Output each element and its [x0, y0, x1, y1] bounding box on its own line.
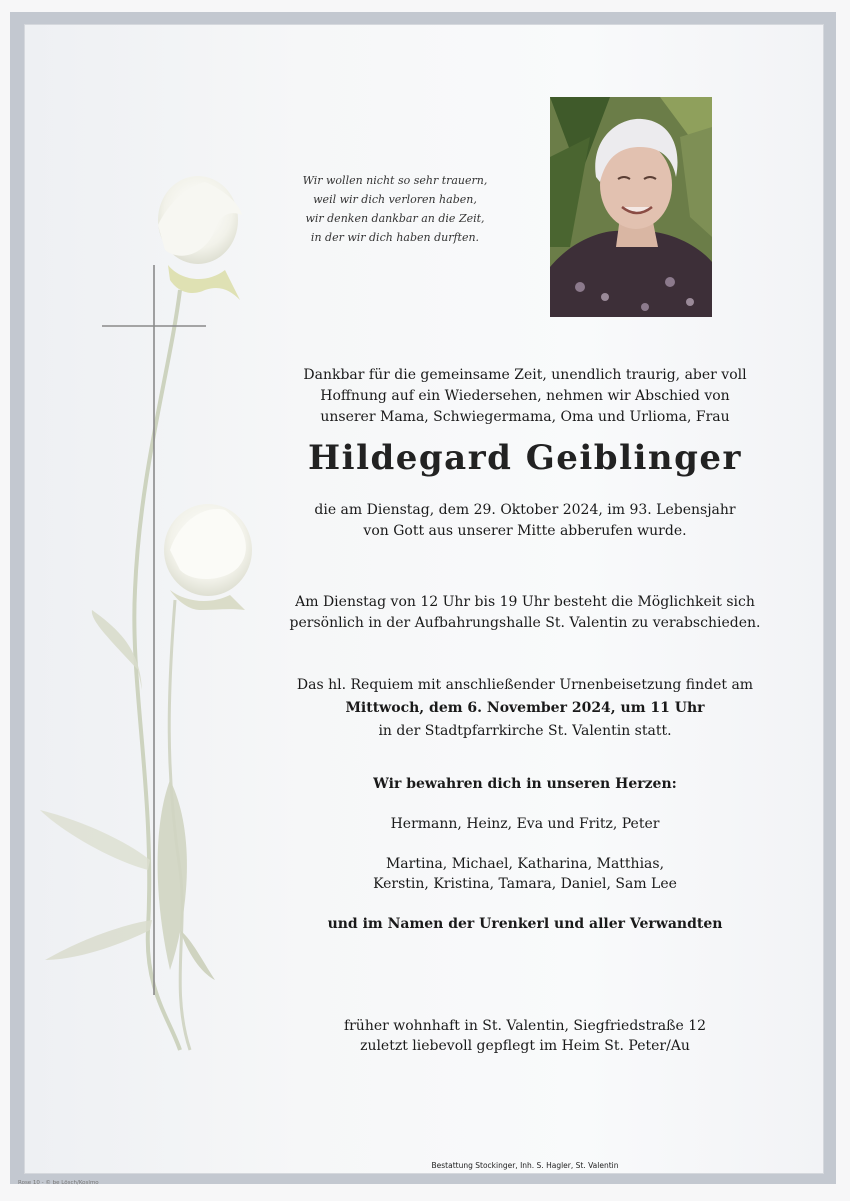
poem-line: Wir wollen nicht so sehr trauern, — [302, 174, 488, 187]
poem-line: weil wir dich verloren haben, — [313, 193, 477, 206]
poem-line: wir denken dankbar an die Zeit, — [305, 212, 485, 225]
grandchildren-line: Kerstin, Kristina, Tamara, Daniel, Sam Lee — [373, 876, 677, 892]
deceased-name: Hildegard Geiblinger — [308, 438, 742, 478]
viewing-info — [260, 592, 790, 634]
rose-cross-illustration — [30, 170, 260, 1070]
death-line: von Gott aus unserer Mitte abberufen wurde. — [363, 523, 687, 539]
death-line: die am Dienstag, dem 29. Oktober 2024, im 93. Lebensjahr — [314, 502, 736, 518]
relatives-line: und im Namen der Urenkerl und aller Verwandten — [327, 916, 723, 932]
residence-line: früher wohnhaft in St. Valentin, Siegfriedstraße 12 — [343, 1018, 707, 1034]
portrait-image — [550, 97, 712, 317]
intro-text — [280, 365, 770, 428]
funeral-home: Bestattung Stockinger, Inh. S. Hagler, St. Valentin — [431, 1161, 619, 1170]
grandchildren-names — [280, 854, 770, 894]
death-notice — [280, 500, 770, 542]
requiem-info — [260, 674, 790, 743]
poem-line: in der wir dich haben durften. — [310, 231, 480, 244]
viewing-line: Am Dienstag von 12 Uhr bis 19 Uhr besteht die Möglichkeit sich — [295, 594, 755, 610]
viewing-line: persönlich in der Aufbahrungshalle St. Valentin zu verabschieden. — [289, 615, 761, 631]
intro-line: Hoffnung auf ein Wiedersehen, nehmen wir Abschied von — [320, 388, 730, 404]
requiem-location: in der Stadtpfarrkirche St. Valentin statt. — [378, 723, 672, 739]
image-credit: Rose 10 - © be Lösch/Koslmo — [18, 1180, 99, 1186]
children-names: Hermann, Heinz, Eva und Fritz, Peter — [390, 816, 660, 832]
portrait-photo — [550, 97, 712, 317]
requiem-date: Mittwoch, dem 6. November 2024, um 11 Uhr — [345, 700, 705, 716]
residence-line: zuletzt liebevoll gepflegt im Heim St. Peter/Au — [360, 1038, 690, 1054]
residence-info — [280, 1016, 770, 1056]
family-heading: Wir bewahren dich in unseren Herzen: — [373, 776, 677, 792]
requiem-line: Das hl. Requiem mit anschließender Urnenbeisetzung findet am — [296, 677, 754, 693]
grandchildren-line: Martina, Michael, Katharina, Matthias, — [385, 856, 665, 872]
intro-line: Dankbar für die gemeinsame Zeit, unendlich traurig, aber voll — [303, 367, 747, 383]
intro-line: unserer Mama, Schwiegermama, Oma und Urlioma, Frau — [320, 409, 730, 425]
memorial-poem — [290, 171, 500, 247]
